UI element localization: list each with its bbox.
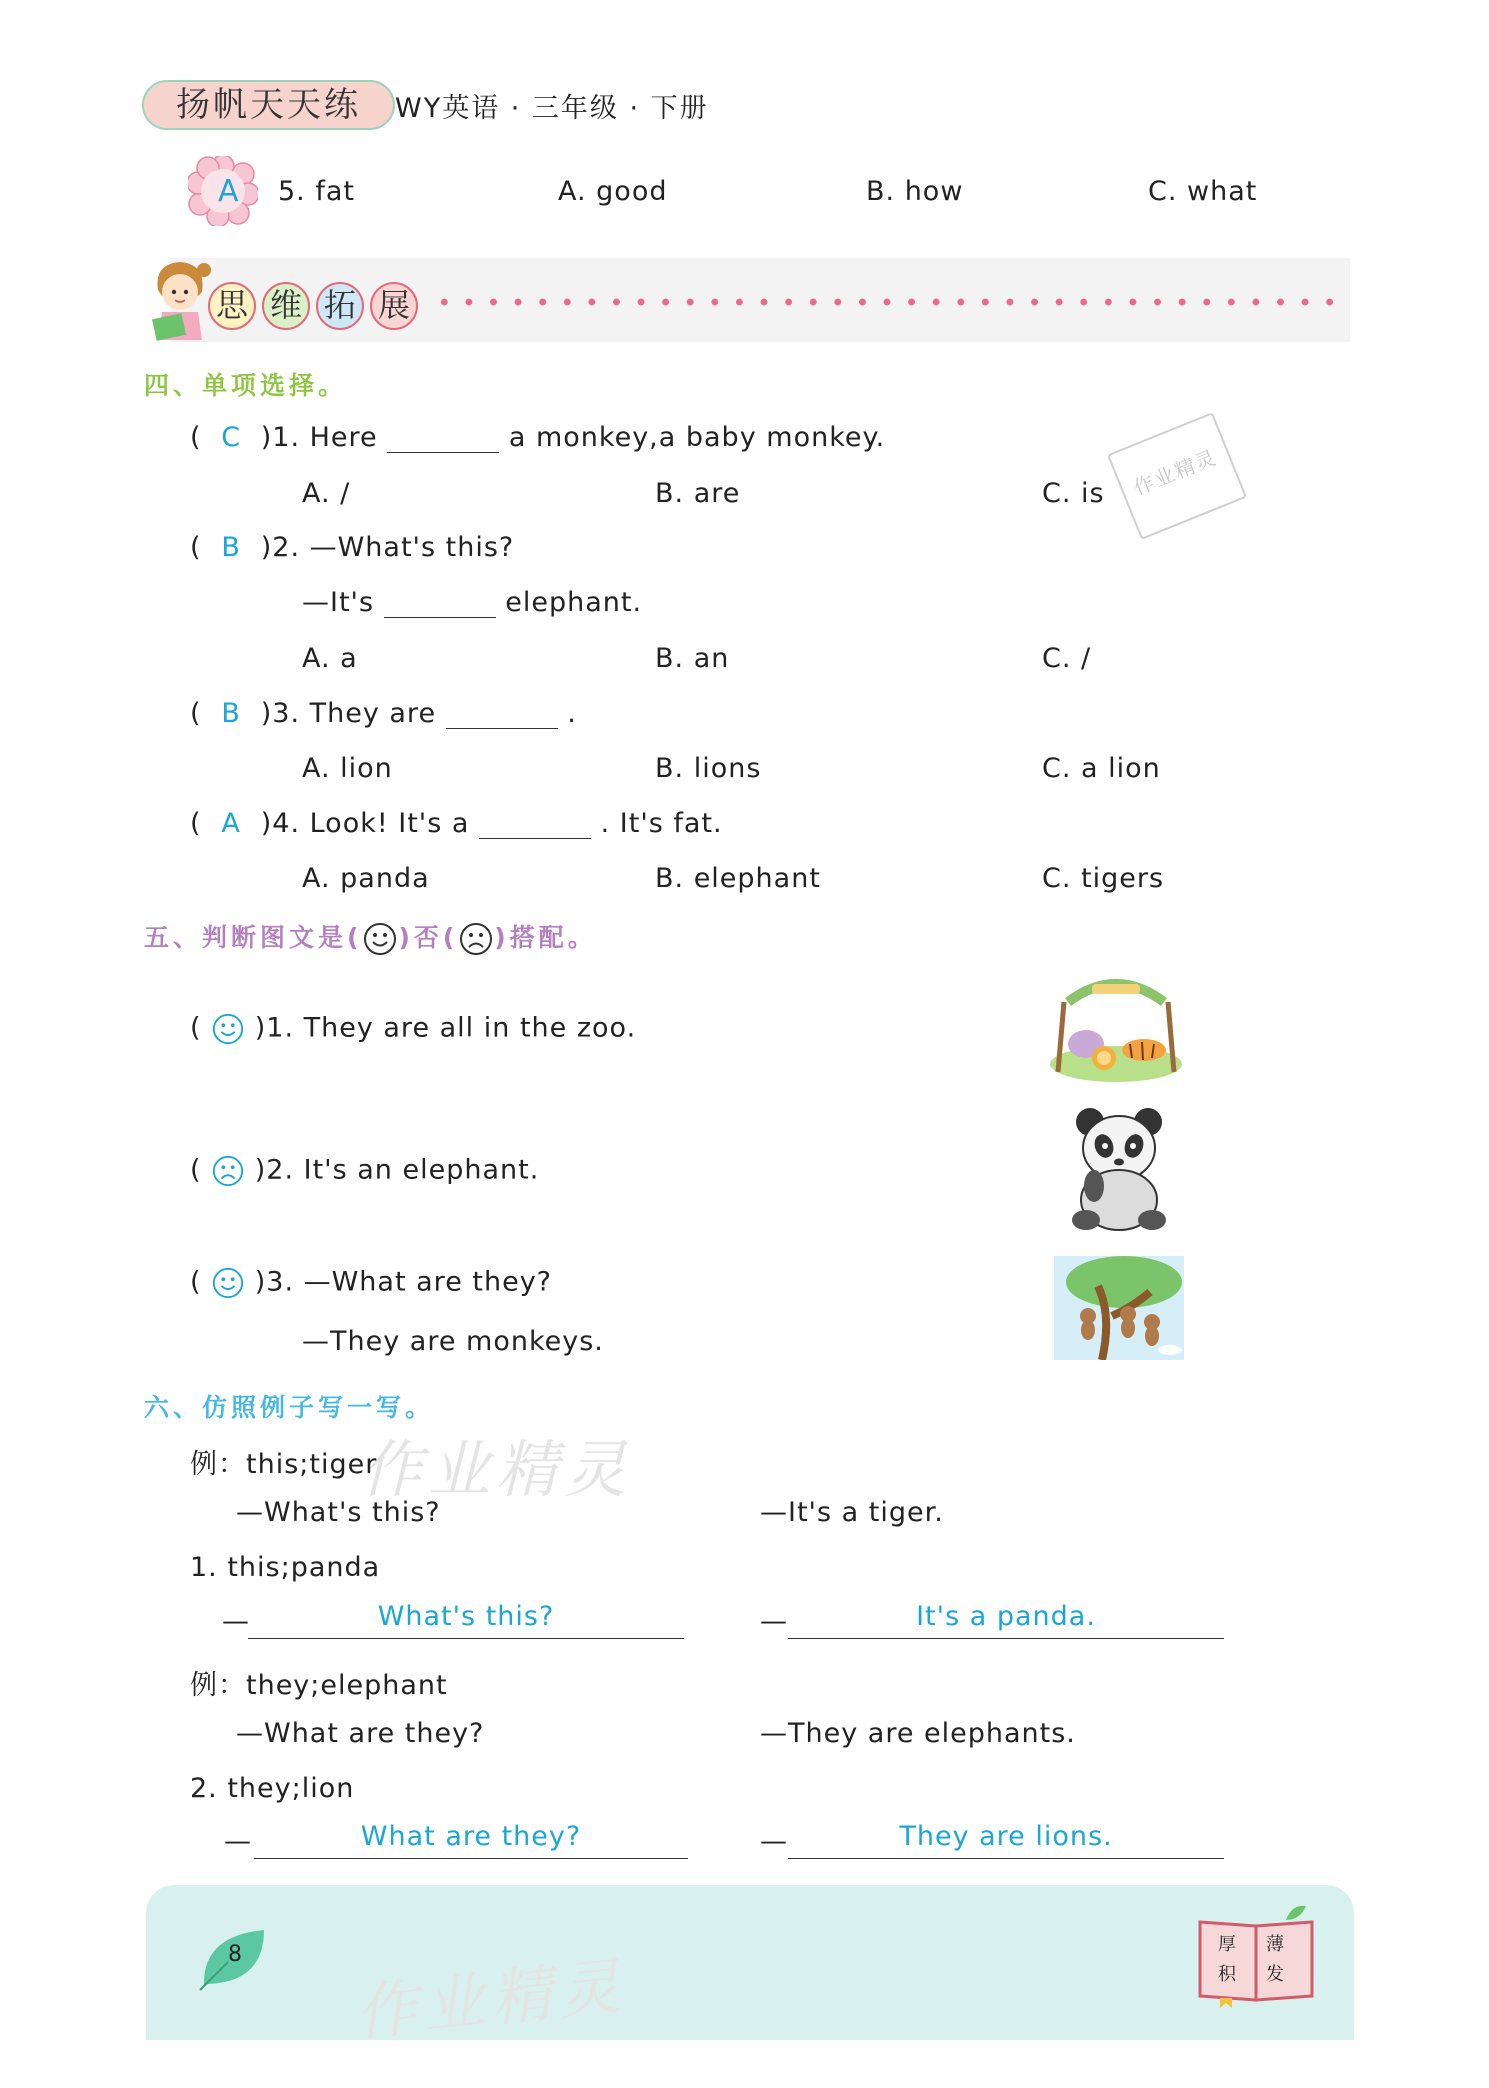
sad-face-icon <box>458 921 494 957</box>
q4-3-option-c: C. a lion <box>1042 753 1161 784</box>
prev-q5-option-a: A. good <box>558 176 668 207</box>
book-char-2: 薄 <box>1266 1934 1284 1955</box>
book-char-4: 发 <box>1266 1964 1284 1985</box>
q4-1-answer: C <box>221 422 242 453</box>
paren-open: ( <box>190 808 202 839</box>
banner-char-4: 展 <box>370 282 418 330</box>
example1-answer: —It's a tiger. <box>760 1497 944 1528</box>
q4-4-row <box>190 808 723 839</box>
q4-1-option-a: A. / <box>302 478 351 509</box>
section4-title: 四、单项选择。 <box>144 371 348 400</box>
q6-2-answer-line[interactable] <box>788 1818 1224 1859</box>
q6-1-answer-question: What's this? <box>377 1601 555 1632</box>
happy-face-answer-icon <box>211 1012 245 1046</box>
q4-3-post: . <box>567 698 577 729</box>
q4-4-option-b: B. elephant <box>655 863 821 894</box>
section5-title-mid: )否( <box>398 923 459 952</box>
q4-4-post: . It's fat. <box>600 808 723 839</box>
dotted-divider <box>432 298 1347 306</box>
answer-blank <box>384 591 496 618</box>
footer-band <box>146 1885 1354 2040</box>
example1-label: 例：this;tiger <box>190 1449 378 1480</box>
dash: — <box>224 1826 252 1857</box>
q5-1-text: )1. They are all in the zoo. <box>254 1012 637 1044</box>
q4-2-line1: )2. —What's this? <box>260 532 515 563</box>
q4-1-post: a monkey,a baby monkey. <box>508 422 886 453</box>
q4-2-option-b: B. an <box>655 643 730 674</box>
q4-4-pre: )4. Look! It's a <box>260 808 470 839</box>
page-number: 8 <box>228 1942 242 1967</box>
section5-title-pre: 五、判断图文是( <box>144 923 363 952</box>
q5-3-line1: )3. —What are they? <box>254 1266 553 1298</box>
zoo-animals-illustration <box>1048 972 1184 1084</box>
prev-q5-option-b: B. how <box>866 176 964 207</box>
q4-3-pre: )3. They are <box>260 698 437 729</box>
example1-question: —What's this? <box>236 1497 441 1528</box>
q4-1-option-c: C. is <box>1042 478 1105 509</box>
example2-label: 例：they;elephant <box>190 1670 448 1701</box>
answer-blank <box>479 812 591 839</box>
q4-4-option-a: A. panda <box>302 863 430 894</box>
q4-2-pre: —It's <box>302 587 375 618</box>
example2-answer: —They are elephants. <box>760 1718 1076 1749</box>
paren-open: ( <box>190 1154 202 1186</box>
section5-title <box>144 918 597 957</box>
answer-blank <box>387 426 499 453</box>
answer-blank <box>446 702 558 729</box>
dash: — <box>222 1606 250 1637</box>
book-char-3: 积 <box>1218 1964 1236 1985</box>
sad-face-answer-icon <box>211 1154 245 1188</box>
q4-2-row <box>190 532 514 563</box>
watermark-text: 作业精灵 <box>351 1948 630 2050</box>
section6-title: 六、仿照例子写一写。 <box>144 1393 435 1422</box>
dash: — <box>760 1606 788 1637</box>
q4-3-option-b: B. lions <box>655 753 762 784</box>
dash: — <box>760 1826 788 1857</box>
q4-1-row <box>190 422 885 453</box>
q5-3-line2: —They are monkeys. <box>302 1326 604 1357</box>
brand-logo: 扬帆天天练 <box>142 80 395 130</box>
stamp-text: 作业精灵 <box>1130 444 1221 500</box>
q6-1-question-line[interactable] <box>248 1598 684 1639</box>
q6-2-answer-question: What are they? <box>360 1821 582 1852</box>
q4-2-option-c: C. / <box>1042 643 1092 674</box>
q5-2-row <box>190 1154 539 1188</box>
q6-1-answer-line[interactable] <box>788 1598 1224 1639</box>
q4-3-row <box>190 698 577 729</box>
paren-open: ( <box>190 698 202 729</box>
q6-1-answer-answer: It's a panda. <box>916 1601 1096 1632</box>
banner-char-2: 维 <box>262 282 310 330</box>
q4-3-answer: B <box>221 698 241 729</box>
banner-char-3: 拓 <box>316 282 364 330</box>
banner-char-1: 思 <box>208 282 256 330</box>
prev-q5-stem: 5. fat <box>278 176 355 207</box>
reading-girl-icon <box>144 256 216 342</box>
q6-2-label: 2. they;lion <box>190 1773 355 1804</box>
q4-2-answer: B <box>221 532 241 563</box>
q5-3-row <box>190 1266 552 1300</box>
happy-face-answer-icon <box>211 1266 245 1300</box>
happy-face-icon <box>362 921 398 957</box>
q6-2-question-line[interactable] <box>254 1818 688 1859</box>
paren-open: ( <box>190 1266 202 1298</box>
q6-1-label: 1. this;panda <box>190 1552 381 1583</box>
q5-2-text: )2. It's an elephant. <box>254 1154 540 1186</box>
series-title: WY英语 · 三年级 · 下册 <box>395 93 709 124</box>
q4-4-answer: A <box>221 808 241 839</box>
paren-open: ( <box>190 532 202 563</box>
q4-3-option-a: A. lion <box>302 753 393 784</box>
paren-open: ( <box>190 1012 202 1044</box>
q4-2-row2 <box>302 587 642 618</box>
q4-2-post: elephant. <box>505 587 643 618</box>
q4-1-pre: )1. Here <box>260 422 378 453</box>
q5-1-row <box>190 1012 636 1046</box>
q4-2-option-a: A. a <box>302 643 358 674</box>
monkeys-in-tree-illustration <box>1054 1256 1184 1360</box>
stamp-watermark <box>1107 412 1247 540</box>
example2-question: —What are they? <box>236 1718 485 1749</box>
q4-1-option-b: B. are <box>655 478 741 509</box>
section5-title-post: )搭配。 <box>494 923 597 952</box>
prev-q5-answer: A <box>218 174 240 209</box>
panda-illustration <box>1064 1104 1174 1234</box>
book-icon <box>1196 1900 1320 2008</box>
book-char-1: 厚 <box>1218 1934 1236 1955</box>
q4-4-option-c: C. tigers <box>1042 863 1165 894</box>
watermark-text: 作业精灵 <box>360 1433 633 1506</box>
q6-2-answer-answer: They are lions. <box>899 1821 1113 1852</box>
prev-q5-option-c: C. what <box>1148 176 1258 207</box>
paren-open: ( <box>190 422 202 453</box>
